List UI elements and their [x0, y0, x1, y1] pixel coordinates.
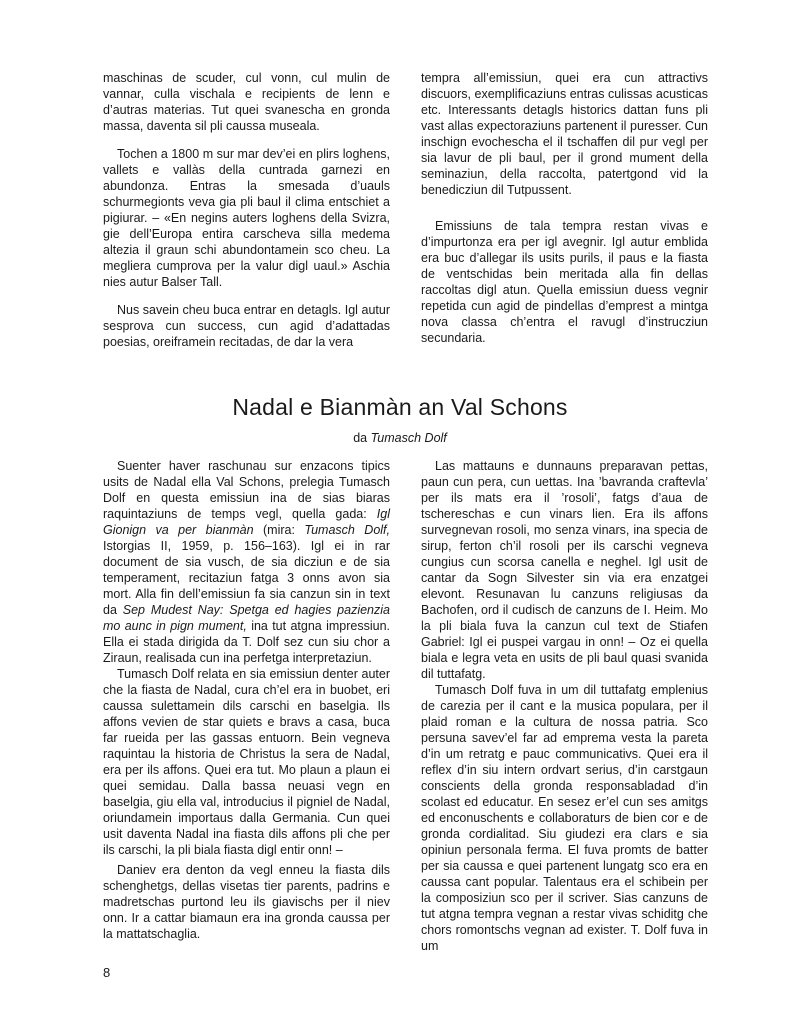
paragraph: Emissiuns de tala tempra restan vivas e d’impurtonza era per igl avegnir. Igl autur emblida era buc d’allegar ils usits purils, il paus e la fiasta de ventschidas bein meritada alla fin dellas raccoltas digl atun. Quella emissiun duess vegnir repetida cun agid de pindellas d’emprest a mintga nova classa ch’entra el ravugl d’instrucziun secundaria.	[421, 219, 708, 345]
top-right-column	[421, 70, 708, 362]
italic-title: Igl Gionign va per bianmàn	[103, 507, 390, 537]
paragraph: Nus savein cheu buca entrar en detagls. Igl autur sesprova cun success, cun agid d’adattadas poesias, oreiframein recitadas, de dar la vera	[103, 303, 390, 349]
paragraph	[103, 458, 390, 666]
page-number: 8	[103, 965, 111, 980]
top-columns	[103, 70, 708, 362]
italic-song-title: Sep Mudest Nay: Spetga ed hagies pazienzia mo aunc in pign mument,	[103, 603, 390, 633]
text-run: Istorgias II, 1959, p. 156–163). Igl ei in rar document de sia vusch, de sia dicziun e de sia temperament, recitaziun fatga 3 onns avon sia mort. Alla fin dell’emissiun fa sia canzun sin in text da	[103, 539, 390, 617]
author-name: Tumasch Dolf	[370, 431, 447, 445]
article-title: Nadal e Bianmàn an Val Schons	[232, 394, 568, 420]
paragraph: tempra all’emissiun, quei era cun attractivs discuors, exemplificaziuns entras culissas acusticas etc. Interessants detagls historics dattan funs pli vast allas expectoraziuns partenent il puresser. Cun inschign evochescha el il tschaffen dil pur vegl per sia lavur de pli baul, per il grond mument della seminaziun, della raccolta, patertgond vid la benedicziun dil Tutpussent.	[421, 71, 708, 197]
paragraph: Daniev era denton da vegl enneu la fiasta dils schenghetgs, dellas visetas tier parents, padrins e madretschas purtond leu ils giavischs per il niev onn. Ir a cattar biamaun era ina gronda caussa per la mattatschaglia.	[103, 863, 390, 941]
byline-prefix: da	[353, 431, 368, 445]
bottom-right-column	[421, 458, 708, 954]
italic-author: Tumasch Dolf,	[304, 523, 390, 537]
paragraph: Las mattauns e dunnauns preparavan pettas, paun cun pera, cun uettas. Ina ’bavranda craftevla’ per ils mats era il ’rosoli’, fatgs d’aua de tschereschas e cun vinars lien. Era ils affons survegnevan rosoli, mo senza vinars, ina specia de sirup, ferton ch’il rosoli per ils carschi vegneva cungius cun scorsa canella e neghel. Igl usit de cantar da Sogn Silvester sin via era enzatgei elevont. Resunavan lu canzuns religiusas da Bachofen, ord il cudisch de canzuns de I. Heim. Mo la pli biala fuva la canzun cul text de Stiafen Gabriel: Igl ei puspei vargau in onn! – Oz ei quella biala e legra veta en usits de pli baul quasi svanida dil tuttafatg.	[421, 459, 708, 681]
bottom-left-column	[103, 458, 390, 954]
text-run: Suenter haver raschunau sur enzacons tipics usits de Nadal ella Val Schons, prelegia Tumasch Dolf en questa emissiun ina de sias biaras raquintaziuns de temps vegl, quella gada:	[103, 459, 390, 521]
article-byline	[0, 430, 800, 446]
paragraph: maschinas de scuder, cul vonn, cul mulin de vannar, culla vischala e recipients de lenn e d’autras materias. Tut quei svanescha en gronda massa, daventa sil pli caussa museala.	[103, 71, 390, 133]
paragraph: Tochen a 1800 m sur mar dev’ei en plirs loghens, vallets e vallàs della cuntrada garnezi en abundonza. Entras la smesada d’uauls schurmegionts veva gia pli baul il clima entschiet a pigiurar. – «En negins auters loghens della Svizra, gie dell’Europa entira carscheva silla medema altezia il graun schi abundontamein sco cheu. La megliera cumprova per la valur digl uaul.» Aschia nies autur Balser Tall.	[103, 147, 390, 289]
paragraph: Tumasch Dolf fuva in um dil tuttafatg emplenius de carezia per il cant e la musica populara, per il plaid roman e la cultura de nossa patria. Sco persuna savev’el far ad emprema vesta la pareta d’in um retratg e pauc communicativs. Quei era il reflex d’in siu intern ordvart serius, d’in carstgaun conscients della gronda responsabladad d’in scolast ed educatur. En sesez er’el cun ses amitgs ed enconuschents e collaboraturs de bien cor e de gronda cordialitad. Siu giudezi era clars e sia opiniun personala ferma. El fuva promts de batter per sia caussa e quei partenent lungatg sco era en caussa cant popular. Talentaus era el schibein per la composiziun sco per il scriver. Sias canzuns de tut atgna tempra vegnan a restar vivas schiditg che chors romontschs vegnan ad exister. T. Dolf fuva in um	[421, 683, 708, 953]
text-run: ina tut atgna impressiun. Ella ei stada dirigida da T. Dolf sez cun siu chor a Ziraun, realisada cun ina perfetga interpretaziun.	[103, 619, 390, 665]
text-run: (mira:	[253, 523, 305, 537]
top-left-column	[103, 70, 390, 362]
bottom-columns	[103, 458, 708, 954]
paragraph: Tumasch Dolf relata en sia emissiun denter auter che la fiasta de Nadal, cura ch’el era in buobet, eri caussa sulettamein dils carschi en baselgia. Ils affons vevien de star quiets e bravs a casa, buca far rueida per las gassas entuorn. Bein vegneva raquintau la historia de Christus la sera de Nadal, era per ils affons. Quei era tut. Mo plaun a plaun ei quei semidau. Dalla bassa neuasi vegn en baselgia, giu ella val, introducius il pigniel de Nadal, oriundamein importaus dalla Germania. Cun quei usit daventa Nadal ina fiasta dils affons pli che per ils carschi, la pli biala fiasta digl entir onn! –	[103, 667, 390, 857]
